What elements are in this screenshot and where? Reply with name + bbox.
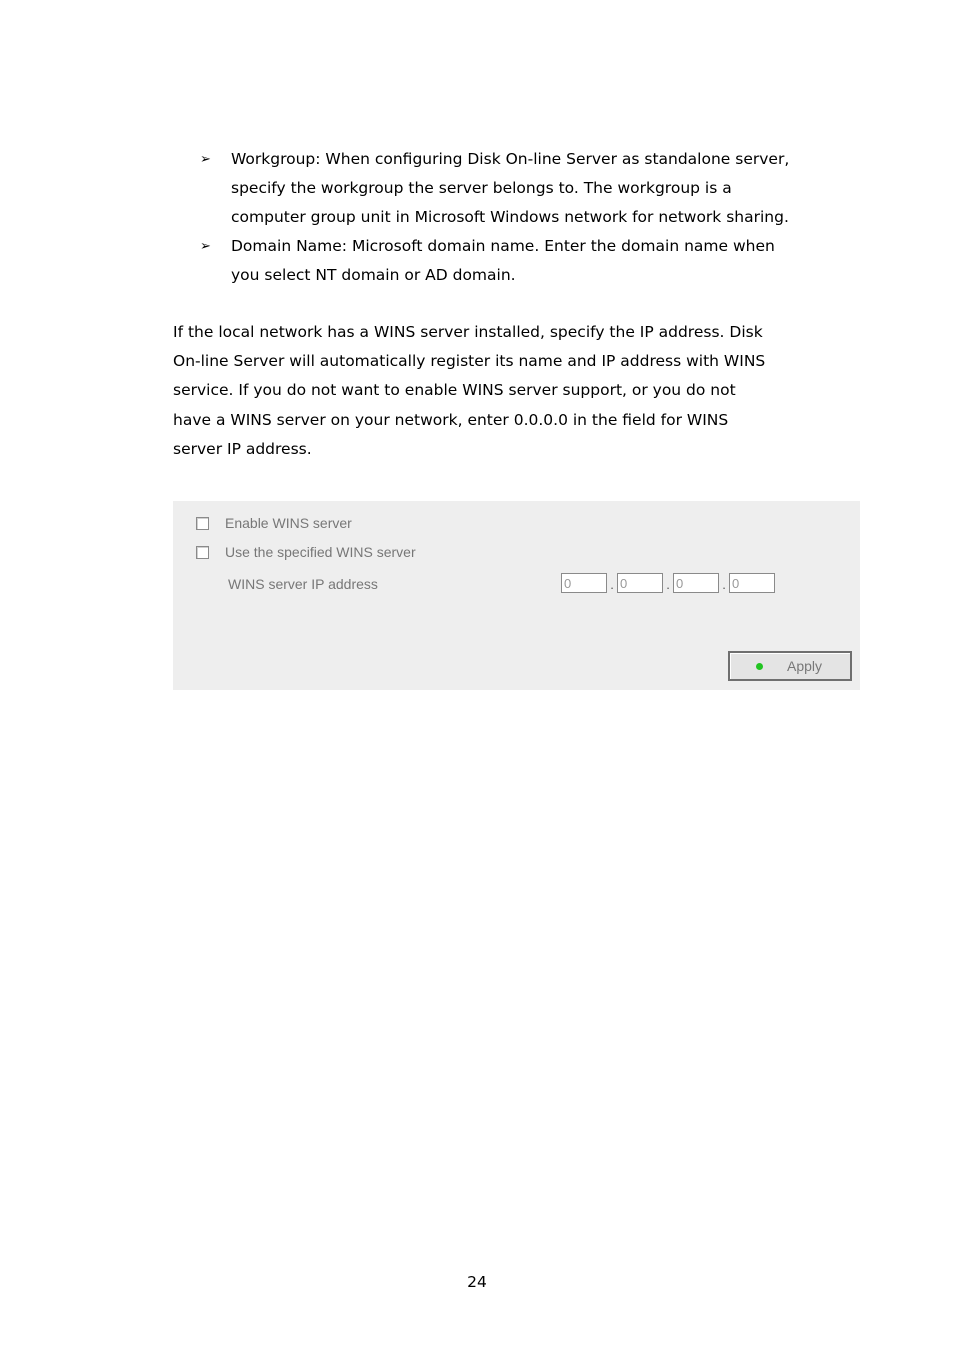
use-specified-wins-label: Use the specified WINS server bbox=[225, 544, 416, 560]
ip-octet-4-input[interactable] bbox=[729, 573, 775, 593]
bullet-workgroup bbox=[200, 145, 840, 232]
use-specified-wins-row bbox=[196, 543, 416, 561]
enable-wins-row bbox=[196, 514, 352, 532]
bullet-list bbox=[200, 145, 840, 290]
paragraph-line: server IP address. bbox=[173, 439, 312, 458]
paragraph-line: On-line Server will automatically register its name and IP address with WINS bbox=[173, 352, 766, 371]
wins-settings-panel bbox=[173, 501, 860, 690]
paragraph-line: service. If you do not want to enable WINS server support, or you do not bbox=[173, 381, 736, 400]
wins-ip-label: WINS server IP address bbox=[228, 576, 378, 592]
ip-separator: . bbox=[610, 577, 614, 592]
apply-button-label: Apply bbox=[787, 658, 823, 674]
wins-ip-address-fields bbox=[561, 573, 775, 593]
paragraph-line: If the local network has a WINS server installed, specify the IP address. Disk bbox=[173, 323, 763, 341]
bullet-line: Workgroup: When configuring Disk On-line Server as standalone server, bbox=[231, 150, 790, 168]
ip-octet-2-input[interactable] bbox=[617, 573, 663, 593]
status-dot-icon bbox=[756, 663, 763, 670]
ip-octet-3-input[interactable] bbox=[673, 573, 719, 593]
arrow-bullet-icon: ➢ bbox=[200, 239, 211, 254]
enable-wins-label: Enable WINS server bbox=[225, 515, 352, 531]
paragraph-line: have a WINS server on your network, enter 0.0.0.0 in the field for WINS bbox=[173, 410, 729, 429]
ip-octet-1-input[interactable] bbox=[561, 573, 607, 593]
bullet-domain-name bbox=[200, 232, 840, 290]
bullet-line: specify the workgroup the server belongs to. The workgroup is a bbox=[231, 179, 732, 197]
apply-button[interactable] bbox=[728, 651, 852, 681]
ip-separator: . bbox=[666, 577, 670, 592]
bullet-line: Domain Name: Microsoft domain name. Enter the domain name when bbox=[231, 237, 775, 255]
arrow-bullet-icon: ➢ bbox=[200, 152, 211, 167]
wins-explanation-paragraph bbox=[173, 318, 833, 464]
use-specified-wins-checkbox[interactable] bbox=[196, 546, 209, 559]
enable-wins-checkbox[interactable] bbox=[196, 517, 209, 530]
bullet-line: you select NT domain or AD domain. bbox=[231, 266, 516, 284]
page-number: 24 bbox=[467, 1273, 487, 1291]
bullet-line: computer group unit in Microsoft Windows network for network sharing. bbox=[231, 208, 789, 226]
ip-separator: . bbox=[722, 577, 726, 592]
